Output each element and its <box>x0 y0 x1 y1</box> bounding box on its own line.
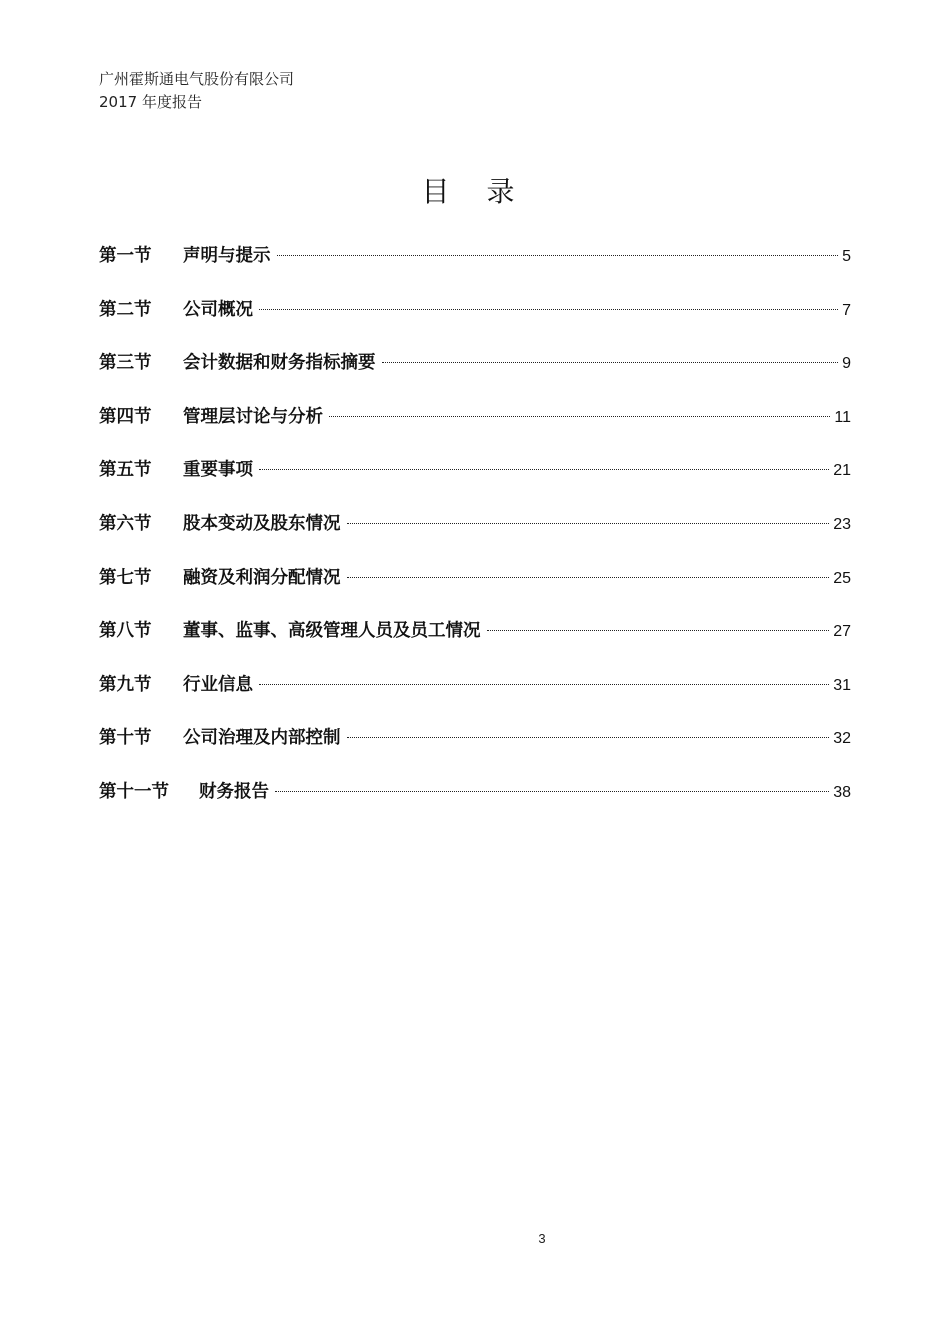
toc-page-number: 21 <box>833 462 851 480</box>
toc-page-number: 11 <box>834 408 851 426</box>
toc-section-title: 管理层讨论与分析 <box>183 406 323 427</box>
dot-leader <box>277 255 839 256</box>
toc-page-number: 38 <box>833 783 851 801</box>
toc-section-number: 第五节 <box>99 460 152 481</box>
dot-leader <box>347 523 830 524</box>
dot-leader <box>347 577 830 578</box>
toc-section-number: 第四节 <box>99 406 152 427</box>
toc-title: 目 录 <box>421 175 529 208</box>
page-number: 3 <box>538 1231 546 1246</box>
toc-page-number: 27 <box>833 623 851 641</box>
toc-entry-1[interactable] <box>99 240 851 294</box>
toc-entry-6[interactable] <box>99 508 851 562</box>
toc-page-number: 23 <box>833 515 851 533</box>
toc-entry-8[interactable] <box>99 615 851 669</box>
toc-page-number: 32 <box>833 730 851 748</box>
toc-page-number: 7 <box>842 301 851 319</box>
toc-entry-11[interactable] <box>99 776 851 830</box>
toc-section-number: 第七节 <box>99 567 152 588</box>
toc-entry-10[interactable] <box>99 722 851 776</box>
toc-section-title: 公司治理及内部控制 <box>183 728 341 749</box>
toc-section-number: 第八节 <box>99 621 152 642</box>
toc-section-title: 融资及利润分配情况 <box>183 567 341 588</box>
toc-section-title: 股本变动及股东情况 <box>183 513 341 534</box>
toc-section-number: 第十节 <box>99 728 152 749</box>
toc-page-number: 31 <box>833 676 851 694</box>
toc-page-number: 25 <box>833 569 851 587</box>
dot-leader <box>259 469 829 470</box>
dot-leader <box>382 362 839 363</box>
toc-entry-3[interactable] <box>99 347 851 401</box>
dot-leader <box>275 791 829 792</box>
toc-page-number: 5 <box>842 248 851 265</box>
toc-entry-9[interactable] <box>99 669 851 723</box>
toc-section-title: 会计数据和财务指标摘要 <box>183 353 376 374</box>
dot-leader <box>329 416 830 417</box>
running-header <box>99 68 294 114</box>
company-name: 广州霍斯通电气股份有限公司 <box>99 70 295 88</box>
dot-leader <box>259 684 829 685</box>
toc-section-title: 财务报告 <box>199 781 269 802</box>
toc-section-number: 第六节 <box>99 513 152 534</box>
toc-section-number: 第九节 <box>99 674 152 695</box>
report-title: 2017 年度报告 <box>99 93 202 111</box>
toc-section-title: 行业信息 <box>183 674 253 695</box>
dot-leader <box>347 737 830 738</box>
toc-section-number: 第二节 <box>99 299 152 320</box>
toc-entry-2[interactable] <box>99 294 851 348</box>
toc-entry-5[interactable] <box>99 454 851 508</box>
toc-entry-4[interactable] <box>99 401 851 455</box>
toc-section-number: 第十一节 <box>99 781 169 802</box>
toc-page-number: 9 <box>842 355 851 373</box>
toc-section-number: 第三节 <box>99 353 152 374</box>
toc-section-title: 重要事项 <box>183 460 253 481</box>
dot-leader <box>487 630 830 631</box>
table-of-contents <box>99 240 851 830</box>
dot-leader <box>259 309 838 310</box>
toc-section-number: 第一节 <box>99 246 152 266</box>
toc-section-title: 董事、监事、高级管理人员及员工情况 <box>183 621 481 642</box>
toc-entry-7[interactable] <box>99 562 851 616</box>
toc-section-title: 声明与提示 <box>183 246 271 266</box>
toc-section-title: 公司概况 <box>183 299 253 320</box>
